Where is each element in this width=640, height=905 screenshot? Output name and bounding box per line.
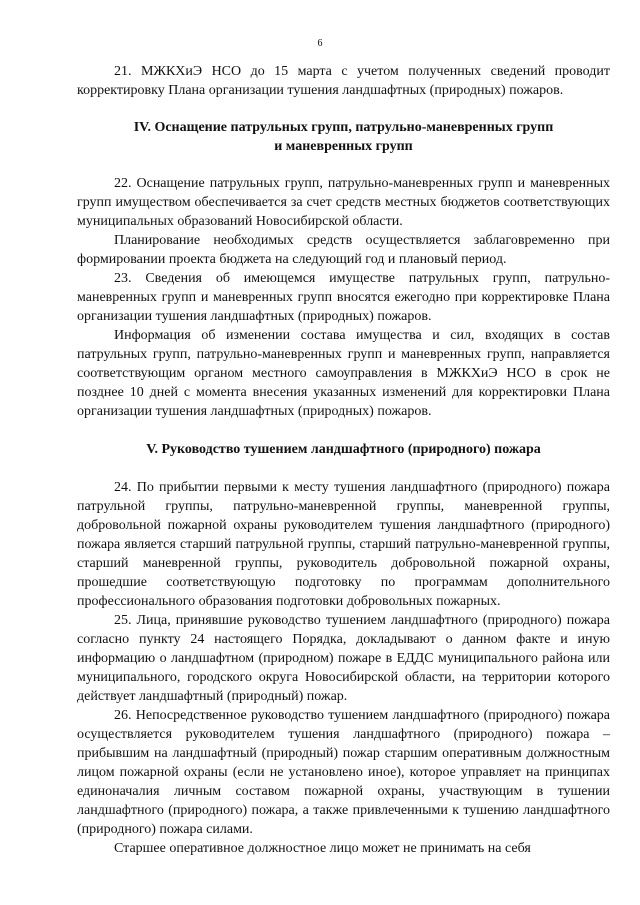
paragraph-21: 21. МЖКХиЭ НСО до 15 марта с учетом полученных сведений проводит корректировку Плана организации тушения ландшафтных (природных) пожаров. — [77, 64, 610, 98]
paragraph-26: 26. Непосредственное руководство тушением ландшафтного (природного) пожара осуществляется руководителем тушения ландшафтного (природного) пожара – прибывшим на ландшафтный (природный) пожар старшим оперативным должностным лицом пожарной охраны (если не установлено иное), которое управляет на принципах единоначалия личным составом пожарной охраны, участвующим в тушении ландшафтного (природного) пожара, а также привлеченными к тушению ландшафтного (природного) пожара силами. — [77, 708, 610, 837]
paragraph-25: 25. Лица, принявшие руководство тушением ландшафтного (природного) пожара согласно пункту 24 настоящего Порядка, докладывают о данном факте и иную информацию о ландшафтном (природном) пожаре в ЕДДС муниципального района или муниципального, городского округа Новосибирской области, на территории которого действует ландшафтный (природный) пожар. — [77, 613, 610, 704]
paragraph-22-planning: Планирование необходимых средств осуществляется заблаговременно при формировании проекта бюджета на следующий год и плановый период. — [77, 233, 610, 267]
section-heading-iv-line-2: и маневренных групп — [274, 139, 413, 154]
paragraph-22: 22. Оснащение патрульных групп, патрульно-маневренных групп и маневренных групп имуществом обеспечивается за счет средств местных бюджетов соответствующих муниципальных образований Новосибирской области. — [77, 176, 610, 229]
paragraph-26-continuation: Старшее оперативное должностное лицо может не принимать на себя — [114, 841, 531, 856]
paragraph-24: 24. По прибытии первыми к месту тушения ландшафтного (природного) пожара патрульной группы, патрульно-маневренной группы, маневренной группы, добровольной пожарной охраны руководителем тушения ландшафтного (природного) пожара является старший патрульной группы, старший патрульно-маневренной группы, старший маневренной группы, руководитель добровольной пожарной охраны, прошедшие соответствующую подготовку по программам дополнительного профессионального образования подготовки добровольных пожарных. — [77, 480, 610, 609]
section-heading-v: V. Руководство тушением ландшафтного (природного) пожара — [146, 442, 541, 457]
section-heading-iv-line-1: IV. Оснащение патрульных групп, патрульно-маневренных групп — [133, 120, 554, 135]
document-body — [77, 62, 610, 858]
page-number: 6 — [317, 38, 323, 49]
paragraph-23: 23. Сведения об имеющемся имуществе патрульных групп, патрульно-маневренных групп и маневренных групп вносятся ежегодно при корректировке Плана организации тушения ландшафтных (природных) пожаров. — [77, 271, 610, 324]
paragraph-23-information: Информация об изменении состава имущества и сил, входящих в состав патрульных групп, патрульно-маневренных групп и маневренных групп, направляется соответствующим органом местного самоуправления в МЖКХиЭ НСО в срок не позднее 10 дней с момента внесения указанных изменений для корректировки Плана организации тушения ландшафтных (природных) пожаров. — [77, 328, 610, 419]
